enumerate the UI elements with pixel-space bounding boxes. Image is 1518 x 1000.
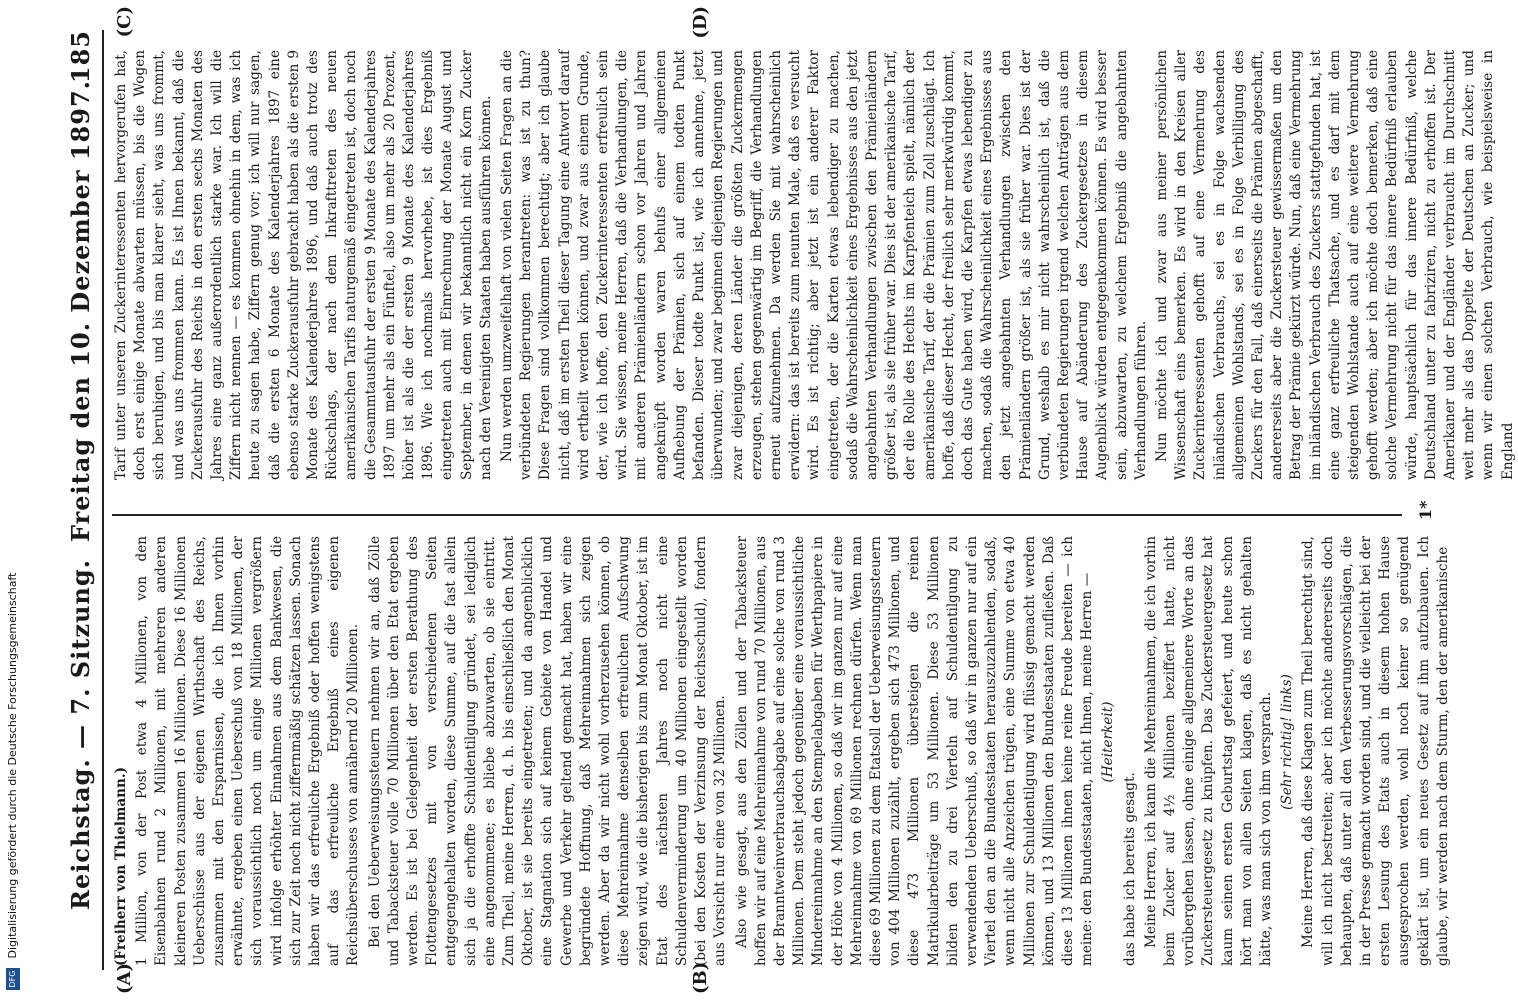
column-divider <box>112 514 1402 516</box>
left-column <box>112 536 1451 966</box>
digitization-credit <box>0 0 26 1000</box>
paragraph: Nun möchte ich und zwar aus meiner persönlichen Wissenschaft eins bemerken. Es wird in den Kreisen aller Zuckerinteressenten gehofft auf eine Vermehrung des inländischen Verbrauchs, sei es in Folge wachsenden allgemeinen Wohlstands, sei es in Folge Verbilligung des Zuckers für den Fall, daß einerseits die Prämien abgeschafft, andererseits aber die Zuckersteuer gewissermaßen um den Betrag der Prämie gekürzt würde. Nun, daß eine Vermehrung im inländischen Verbrauch des Zuckers stattgefunden hat, ist eine ganz erfreuliche Thatsache, und es darf mit dem steigenden Wohlstande auch auf eine weitere Vermehrung gehofft werden; aber ich möchte doch bemerken, daß eine solche Vermehrung nicht für das innere Bedürfniß erlauben würde, hauptsächlich für das innere Bedürfniß, welche Deutschland unter zu fabriziren, nicht zu erhoffen ist. Der Amerikaner und der Engländer verbraucht im Durchschnitt weit mehr als das Doppelte der Deutschen an Zucker; und wenn wir einen solchen Verbrauch, wie beispielsweise in England <box>1153 50 1516 480</box>
paragraph: Nun werden umzweifelhaft von vielen Seiten Fragen an die verbündeten Regierungen herantreten: was ist zu thun? Diese Fragen sind vollkommen berechtigt; aber ich glaube nicht, daß im ersten Theil dieser Tagung eine Antwort darauf wird ertheilt werden können, und zwar aus einem Grunde, der, wie ich hoffe, den Zuckerinteressenten erfreulich sein wird. Sie wissen, meine Herren, daß die Verhandlungen, die mit anderen Prämienländern schon vor Jahren und Jahren angeknüpft worden waren behufs einer allgemeinen Aufhebung der Prämien, sich auf einem todten Punkt befanden. Dieser todte Punkt ist, wie ich annehme, jetzt überwunden; und zwar beginnen diejenigen Regierungen und zwar diejenigen, deren Länder die größten Zuckermengen erzeugen, stehen gegenwärtig im Begriff, die Verhandlungen erneut aufzunehmen. Da werden Sie mit wahrscheinlich erwidern: das ist bereits zum neunten Male, daß es versucht wird. Es ist richtig; aber jetzt ist ein anderer Faktor eingetreten, der die Karten etwas lebendiger zu machen, sodaß die Wahrscheinlichkeit eines Ergebnisses aus den jetzt angebahnten Verhandlungen zwischen den Prämienländern größer ist, als sie früher war. Dies ist der amerikanische Tarif, der die Rolle des Hechts im Karpfenteich spielt, nämlich der amerikanische Tarif, der die Prämien zum Zoll zuschlägt. Ich hoffe, daß dieser Hecht, der freilich sehr merkwürdig kommt, doch das Gute haben wird, die Karpfen etwas lebendiger zu machen, sodaß die Wahrscheinlichkeit eines Ergebnisses aus den jetzt angebahnten Verhandlungen zwischen den Prämienländern größer ist, als sie früher war. Dies ist der Grund, weshalb es mir nicht wahrscheinlich ist, daß die verbündeten Regierungen irgend welchen Anträgen aus dem Hause auf Abänderung des Zuckergesetzes in diesem Augenblick würden entgegenkommen können. Es wird besser sein, abzuwarten, zu welchem Ergebniß die angebahnten Verhandlungen führen. <box>499 50 1149 480</box>
right-column <box>112 50 1516 480</box>
paragraph: Bei den Ueberweisungssteuern nehmen wir an, daß Zölle und Tabacksteuer volle 70 Millionen über den Etat ergeben werden. Es ist bei Gelegenheit der ersten Berathung des Flottengesetzes mit von verschiedenen Seiten entgegengehalten worden, diese Summe, auf die fast allein sich ja die erhoffte Schuldentilgung gründet, sei lediglich eine angenommene; es bliebe abzuwarten, ob sie eintritt. Zum Theil, meine Herren, d. h. bis einschließlich den Monat Oktober, ist sie bereits eingetreten; und da angenblicklich eine Stagnation sich auf keinem Gebiete von Handel und Gewerbe und Verkehr geltend gemacht hat, haben wir eine begründete Hoffnung, daß Mehreinnahmen sich zeigen werden. Aber da wir nicht wohl vorherzusehen können, ob diese Mehreinnahme denselben erfreulichen Aufschwung zeigen wird, wie die bisherigen bis zum Monat Oktober, ist im Etat des nächsten Jahres noch nicht eine Schuldenverminderung um 40 Millionen eingestellt worden (bei den Kosten der Verzinsung der Reichsschuld), fondern aus Vorsicht nur eine von 32 Millionen. <box>366 536 729 966</box>
dfg-logo-icon: DFG <box>6 968 20 990</box>
interjection: (Sehr richtig! links) <box>1279 674 1296 810</box>
paragraph: Meine Herren, ich kann die Mehreinnahmen, die ich vorhin beim Zucker auf 4½ Millionen beziffert hatte, nicht vorübergehen lassen, ohne einige allgemeinere Worte an das Zuckersteuergesetz zu knüpfen. Das Zuckersteuergesetz hat kaum seinen ersten Geburtstag gefeiert, und heute schon hört man von allen Seiten klagen, daß es nicht gehalten hätte, was man sich von ihm versprach. <box>1142 536 1274 966</box>
header-right-title: Freitag den 10. Dezember 1897. <box>66 80 95 542</box>
signature-mark: 1* <box>1416 500 1435 520</box>
paragraph: das habe ich bereits gesagt. <box>1121 772 1138 966</box>
credit-text: Digitalisierung gefördert durch die Deutsche Forschungsgemeinschaft <box>6 572 19 959</box>
paragraph: Meine Herren, daß diese Klagen zum Theil berechtigt sind, will ich nicht bestreiten; aber ich möchte andererseits doch behaupten, daß unter all den Verbesserungsvorschlägen, die in der Presse gemacht worden sind, und die vielleicht bei der ersten Lesung des Etats auch in diesem hohen Hause ausgesprochen werden, wohl noch keiner so genügend geklärt ist, um ein neues Gesetz auf ihm aufzubauen. Ich glaube, wir werden nach dem Sturm, den der amerikanische <box>1300 536 1451 966</box>
margin-tag-b: (B) <box>690 961 711 994</box>
interjection: (Heiterkeit) <box>1100 701 1117 783</box>
margin-tag-a: (A) <box>114 963 135 994</box>
running-head <box>62 30 104 970</box>
paragraph: Tarif unter unseren Zuckerinteressenten hervorgerufen hat, doch erst einige Monate abwarten müssen, bis die Wogen sich beruhigen, und bis man klarer sieht, was uns frommt, und was uns frommen kann. Es ist Ihnen bekannt, daß die Zuckerausfuhr des Reichs in den ersten sechs Monaten des Jahres eine ganz außerordentlich starke war. Ich will die Ziffern nicht nennen — es kommen ohnehin in dem, was ich heute zu sagen habe, Ziffern genug vor; ich will nur sagen, daß die ersten 6 Monate des Kalenderjahres 1897 eine ebenso starke Zuckerausfuhr gebracht haben als die ersten 9 Monate des Kalenderjahres 1896, und daß auch trotz des Rückschlags, der nach dem Inkrafttreten des neuen amerikanischen Tarifs naturgemäß eingetreten ist, doch noch die Gesammtausfuhr der ersten 9 Monate des Kalenderjahres 1897 um mehr als ein Fünftel, also um mehr als 20 Prozent, höher ist als die der ersten 9 Monate des Kalenderjahres 1896. Wie ich nochmals hervorhebe, ist dies Ergebniß eingetreten auch mit Einrechnung der Monate August und September, in denen wir bekanntlich nicht ein Korn Zucker nach den Vereinigten Staaten haben ausführen können. <box>113 50 494 480</box>
page-number: 185 <box>66 30 95 84</box>
rotated-page-content <box>50 0 1516 1000</box>
paragraph: Also wie gesagt, aus den Zöllen und der Tabacksteuer hoffen wir auf eine Mehreinnahme von rund 70 Millionen, aus der Branntweinverbrauchsabgabe auf eine solche von rund 3 Millionen. Dem steht jedoch gegenüber eine voraussichtliche Mindereinnahme an den Stempelabgaben für Werthpapiere in der Höhe von 4 Millionen, so daß wir im ganzen nur auf eine Mehreinnahme von 69 Millionen rechnen dürfen. Wenn man diese 69 Millionen zu dem Etatsoll der Ueberweisungssteuern von 404 Millionen zuzählt, ergeben sich 473 Millionen, und diese 473 Millionen übersteigen die reinen Matrikularbeiträge um 53 Millionen. Diese 53 Millionen bilden den zu drei Vierteln auf Schuldentilgung zu verwendenden Ueberschuß, so daß wir in ganzen nur auf ein Viertel den an die Bundesstaaten herauszuzahlenden, sodaß, wenn nicht alle Anzeichen trügen, eine Summe von etwa 40 Millionen zur Schuldentilgung wird flüssig gemacht werden können, und 13 Millionen den Bundesstaaten zufließen. Daß diese 13 Millionen ihnen keine reine Freude bereiten — ich meine: den Bundesstaaten, nicht Ihnen, meine Herren — <box>733 536 1096 966</box>
header-left-title: Reichstag. — 7. Sitzung. <box>66 559 95 910</box>
paragraph: 1 Million, von der Post etwa 4 Millionen, von den Eisenbahnen rund 2 Millionen, mit mehreren anderen kleineren Posten zusammen 16 Millionen. Diese 16 Millionen Ueberschüsse aus der eigenen Wirthschaft des Reichs, zusammen mit den Ersparnissen, die ich Ihnen vorhin erwähnte, ergeben einen Ueberschuß von 18 Millionen, der sich voraussichtlich noch um einige Millionen vergrößern wird infolge erhöhter Einnahmen aus dem Bankwesen, die sich zur Zeit noch nicht ziffernmäßig schätzen lassen. Sonach haben wir das erfreuliche Ergebniß oder hoffen wenigstens auf das erfreuliche Ergebniß eines eigenen Reichsüberschusses von annähernd 20 Millionen. <box>134 536 362 966</box>
margin-tag-c: (C) <box>114 6 135 38</box>
margin-tag-d: (D) <box>690 6 711 39</box>
speaker-name: (Freiherr von Thielmann.) <box>113 766 129 966</box>
